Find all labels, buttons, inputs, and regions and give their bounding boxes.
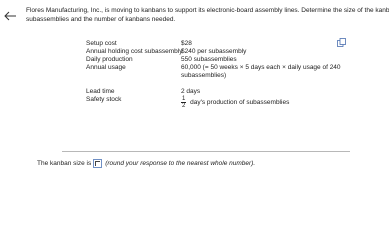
data-table <box>86 40 346 110</box>
data-value: 550 subassemblies <box>181 56 237 63</box>
data-row <box>86 56 346 64</box>
data-value: $240 per subassembly <box>181 48 247 55</box>
answer-prefix: The kanban size is <box>37 160 92 167</box>
data-label: Daily production <box>86 56 133 63</box>
problem-statement <box>26 6 389 24</box>
data-row <box>86 96 346 110</box>
divider <box>62 151 350 152</box>
data-label: Annual usage <box>86 64 126 71</box>
safety-stock-text: day's production of subassemblies <box>190 99 290 107</box>
problem-line-1: Flores Manufacturing, Inc., is moving to kanbans to support its electronic-board assembly lines. Determine the size of the kanb <box>26 7 389 14</box>
fraction-denominator: 2 <box>182 103 186 109</box>
data-value: $28 <box>181 40 192 47</box>
fraction <box>181 96 186 109</box>
data-value: 2 days <box>181 88 201 95</box>
data-label: Setup cost <box>86 40 117 47</box>
data-row <box>86 64 346 88</box>
answer-line <box>37 159 255 168</box>
data-label: Safety stock <box>86 96 122 103</box>
data-label: Annual holding cost subassembly <box>86 48 183 55</box>
data-value: 60,000 (= 50 weeks × 5 days each × daily usage of 240 subassemblies) <box>181 64 341 79</box>
answer-hint: (round your response to the nearest whole number). <box>105 160 256 167</box>
data-value <box>181 96 351 109</box>
problem-line-2: subassemblies and the number of kanbans needed. <box>26 16 176 23</box>
back-arrow-icon[interactable] <box>3 9 17 23</box>
data-row <box>86 48 346 56</box>
fraction-numerator: 1 <box>182 96 186 102</box>
text-cursor-icon <box>95 161 100 166</box>
data-row <box>86 88 346 96</box>
data-row <box>86 40 346 48</box>
data-label: Lead time <box>86 88 115 95</box>
answer-input[interactable] <box>93 159 102 168</box>
